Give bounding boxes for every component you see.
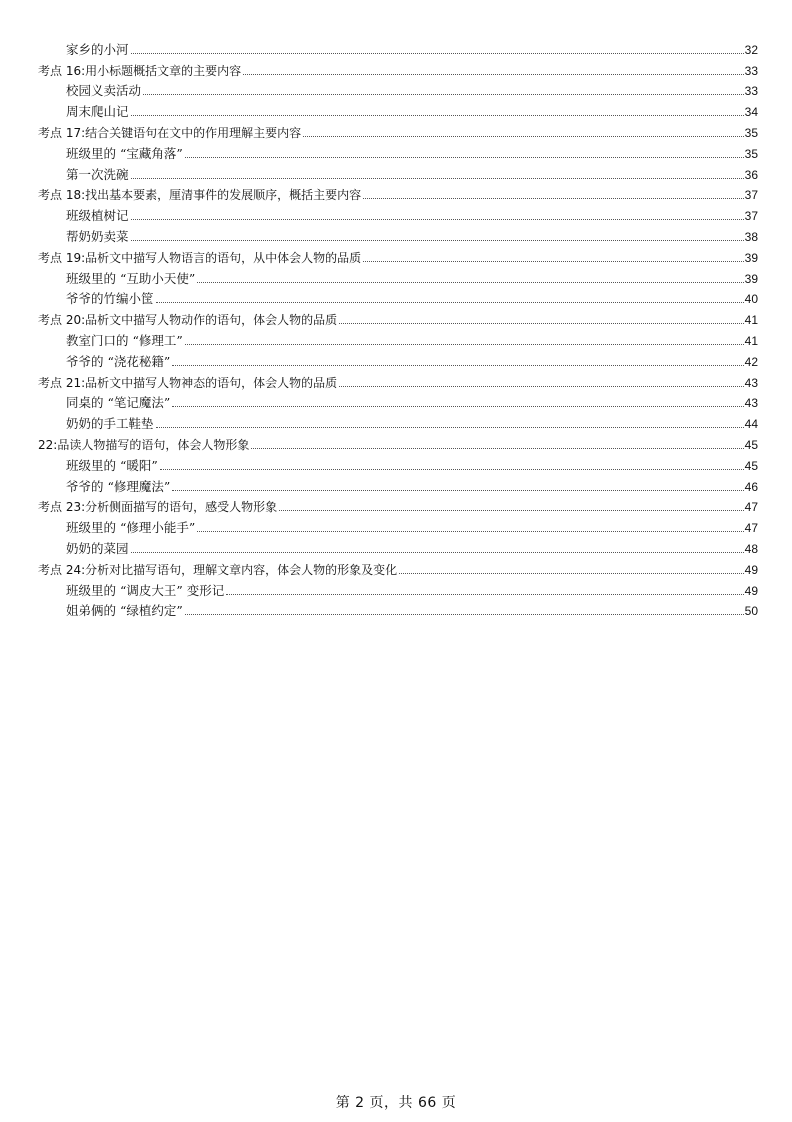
toc-entry-label: 考点 20:品析文中描写人物动作的语句，体会人物的品质 bbox=[38, 313, 338, 328]
toc-entry-page-number: 37 bbox=[744, 188, 758, 203]
toc-entry-label: 考点 16:用小标题概括文章的主要内容 bbox=[38, 63, 242, 78]
toc-section-entry[interactable] bbox=[38, 307, 758, 328]
toc-entry-page-number: 41 bbox=[744, 313, 758, 328]
toc-article-entry[interactable] bbox=[38, 99, 758, 120]
toc-entry-label: 爷爷的 “浇花秘籍” bbox=[66, 353, 171, 369]
toc-section-entry[interactable] bbox=[38, 432, 758, 453]
toc-entry-label: 帮奶奶卖菜 bbox=[66, 228, 129, 244]
toc-article-entry[interactable] bbox=[38, 391, 758, 412]
dot-leader bbox=[243, 74, 744, 75]
toc-entry-page-number: 45 bbox=[744, 458, 758, 473]
toc-entry-page-number: 47 bbox=[744, 500, 758, 515]
toc-entry-page-number: 40 bbox=[744, 292, 758, 307]
toc-article-entry[interactable] bbox=[38, 349, 758, 370]
dot-leader bbox=[185, 344, 744, 345]
dot-leader bbox=[363, 198, 744, 199]
toc-section-entry[interactable] bbox=[38, 183, 758, 204]
toc-entry-page-number: 46 bbox=[744, 479, 758, 494]
toc-section-entry[interactable] bbox=[38, 245, 758, 266]
toc-article-entry[interactable] bbox=[38, 203, 758, 224]
toc-entry-page-number: 48 bbox=[744, 541, 758, 556]
toc-entry-page-number: 36 bbox=[744, 167, 758, 182]
toc-entry-label: 班级里的 “修理小能手” bbox=[66, 520, 196, 536]
dot-leader bbox=[131, 219, 744, 220]
toc-article-entry[interactable] bbox=[38, 37, 758, 58]
toc-entry-label: 考点 21:品析文中描写人物神态的语句，体会人物的品质 bbox=[38, 375, 338, 390]
toc-entry-label: 22:品读人物描写的语句，体会人物形象 bbox=[38, 437, 250, 452]
toc-entry-label: 班级里的 “宝藏角落” bbox=[66, 145, 183, 161]
toc-article-entry[interactable] bbox=[38, 578, 758, 599]
toc-entry-page-number: 37 bbox=[744, 209, 758, 224]
toc-entry-label: 考点 23:分析侧面描写的语句，感受人物形象 bbox=[38, 500, 278, 515]
toc-entry-page-number: 50 bbox=[744, 604, 758, 619]
toc-entry-page-number: 41 bbox=[744, 333, 758, 348]
toc-entry-page-number: 32 bbox=[744, 42, 758, 57]
toc-entry-label: 校园义卖活动 bbox=[66, 83, 142, 99]
dot-leader bbox=[172, 490, 743, 491]
toc-entry-label: 班级里的 “暖阳” bbox=[66, 457, 158, 473]
toc-article-entry[interactable] bbox=[38, 474, 758, 495]
toc-article-entry[interactable] bbox=[38, 453, 758, 474]
toc-entry-label: 考点 24:分析对比描写语句，理解文章内容，体会人物的形象及变化 bbox=[38, 562, 398, 577]
dot-leader bbox=[131, 115, 744, 116]
toc-article-entry[interactable] bbox=[38, 328, 758, 349]
table-of-contents bbox=[38, 37, 758, 619]
dot-leader bbox=[131, 178, 744, 179]
toc-entry-page-number: 34 bbox=[744, 105, 758, 120]
toc-article-entry[interactable] bbox=[38, 599, 758, 620]
dot-leader bbox=[156, 302, 744, 303]
dot-leader bbox=[172, 406, 743, 407]
toc-article-entry[interactable] bbox=[38, 536, 758, 557]
toc-entry-label: 爷爷的 “修理魔法” bbox=[66, 478, 171, 494]
toc-entry-label: 班级植树记 bbox=[66, 208, 129, 224]
dot-leader bbox=[197, 282, 743, 283]
dot-leader bbox=[197, 531, 743, 532]
toc-section-entry[interactable] bbox=[38, 495, 758, 516]
toc-entry-page-number: 35 bbox=[744, 125, 758, 140]
dot-leader bbox=[160, 469, 744, 470]
toc-article-entry[interactable] bbox=[38, 224, 758, 245]
toc-entry-page-number: 44 bbox=[744, 417, 758, 432]
toc-entry-label: 奶奶的菜园 bbox=[66, 540, 129, 556]
toc-article-entry[interactable] bbox=[38, 266, 758, 287]
toc-section-entry[interactable] bbox=[38, 370, 758, 391]
toc-entry-label: 考点 17:结合关键语句在文中的作用理解主要内容 bbox=[38, 125, 302, 140]
dot-leader bbox=[143, 94, 744, 95]
toc-entry-label: 家乡的小河 bbox=[66, 41, 129, 57]
toc-entry-page-number: 42 bbox=[744, 354, 758, 369]
toc-article-entry[interactable] bbox=[38, 79, 758, 100]
toc-entry-page-number: 33 bbox=[744, 84, 758, 99]
toc-section-entry[interactable] bbox=[38, 58, 758, 79]
toc-article-entry[interactable] bbox=[38, 287, 758, 308]
dot-leader bbox=[226, 594, 743, 595]
dot-leader bbox=[172, 365, 743, 366]
toc-section-entry[interactable] bbox=[38, 557, 758, 578]
toc-entry-label: 奶奶的手工鞋垫 bbox=[66, 416, 154, 432]
toc-entry-page-number: 33 bbox=[744, 63, 758, 78]
dot-leader bbox=[185, 157, 744, 158]
toc-entry-page-number: 39 bbox=[744, 250, 758, 265]
toc-entry-page-number: 45 bbox=[744, 437, 758, 452]
dot-leader bbox=[131, 240, 744, 241]
toc-article-entry[interactable] bbox=[38, 141, 758, 162]
toc-entry-label: 考点 18:找出基本要素，厘清事件的发展顺序，概括主要内容 bbox=[38, 188, 362, 203]
toc-article-entry[interactable] bbox=[38, 515, 758, 536]
dot-leader bbox=[185, 614, 744, 615]
dot-leader bbox=[303, 136, 744, 137]
toc-article-entry[interactable] bbox=[38, 162, 758, 183]
dot-leader bbox=[131, 552, 744, 553]
toc-entry-label: 同桌的 “笔记魔法” bbox=[66, 395, 171, 411]
toc-entry-label: 考点 19:品析文中描写人物语言的语句，从中体会人物的品质 bbox=[38, 250, 362, 265]
toc-entry-page-number: 43 bbox=[744, 375, 758, 390]
toc-entry-page-number: 49 bbox=[744, 562, 758, 577]
toc-entry-page-number: 49 bbox=[744, 583, 758, 598]
toc-entry-page-number: 43 bbox=[744, 396, 758, 411]
toc-entry-label: 班级里的 “互助小天使” bbox=[66, 270, 196, 286]
dot-leader bbox=[339, 386, 744, 387]
dot-leader bbox=[363, 261, 744, 262]
toc-entry-label: 爷爷的竹编小筐 bbox=[66, 291, 154, 307]
dot-leader bbox=[131, 53, 744, 54]
page-footer: 第 2 页，共 66 页 bbox=[335, 1095, 457, 1111]
dot-leader bbox=[156, 427, 744, 428]
dot-leader bbox=[399, 573, 744, 574]
toc-entry-label: 第一次洗碗 bbox=[66, 166, 129, 182]
toc-entry-page-number: 38 bbox=[744, 229, 758, 244]
toc-section-entry[interactable] bbox=[38, 120, 758, 141]
dot-leader bbox=[279, 510, 744, 511]
toc-entry-label: 姐弟俩的 “绿植约定” bbox=[66, 603, 183, 619]
toc-entry-page-number: 39 bbox=[744, 271, 758, 286]
toc-entry-label: 周末爬山记 bbox=[66, 104, 129, 120]
toc-entry-label: 班级里的 “调皮大王” 变形记 bbox=[66, 582, 225, 598]
dot-leader bbox=[339, 323, 744, 324]
toc-entry-label: 教室门口的 “修理工” bbox=[66, 332, 183, 348]
toc-article-entry[interactable] bbox=[38, 411, 758, 432]
toc-entry-page-number: 47 bbox=[744, 521, 758, 536]
toc-entry-page-number: 35 bbox=[744, 146, 758, 161]
dot-leader bbox=[251, 448, 743, 449]
